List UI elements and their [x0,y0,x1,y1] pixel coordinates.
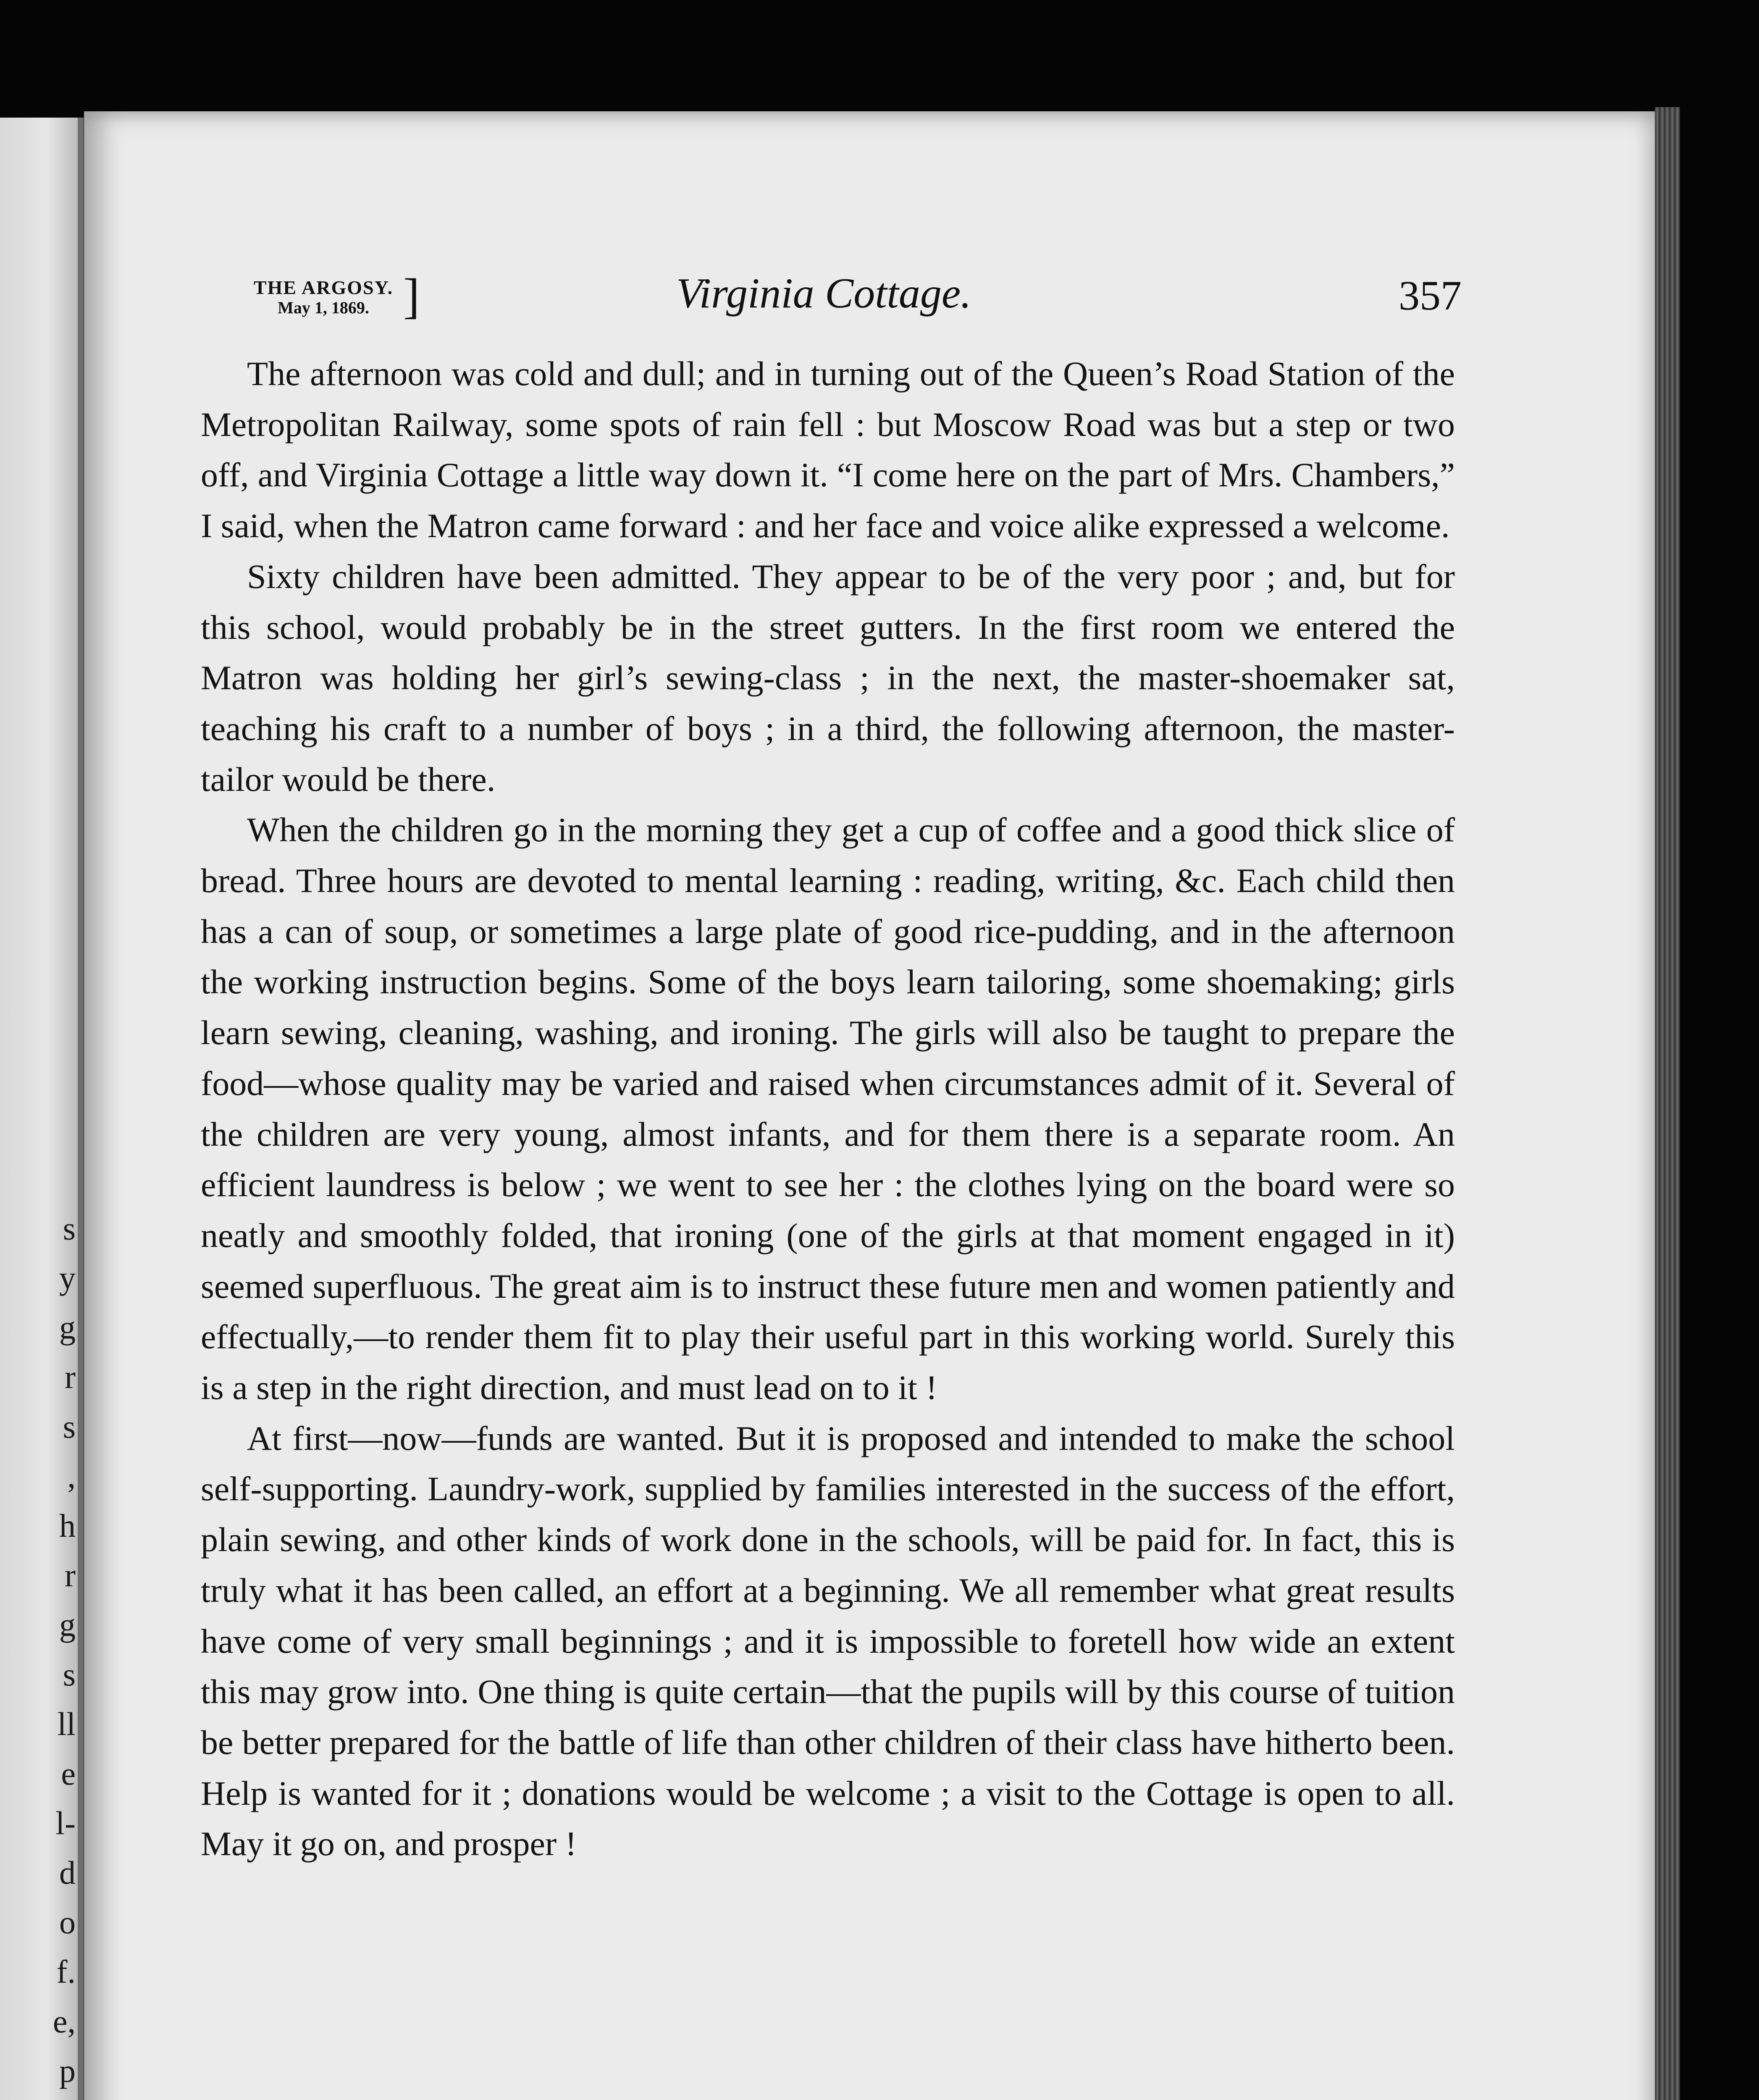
left-page-fragment: o [59,1904,76,1940]
left-page-fragment: e, [53,2003,76,2040]
running-head [235,268,1462,336]
left-page-fragment: r [65,1557,76,1593]
left-page-fragment: h [59,1507,76,1544]
left-page-fragment: s [63,1408,76,1445]
left-page-fragment: f. [56,1953,76,1990]
page-title: Virginia Cottage. [676,270,971,317]
left-page-fragment: g [59,1309,76,1346]
page-number: 357 [1399,272,1462,319]
left-page-fragment: p [59,2053,76,2089]
left-page-fragment: r [65,1359,76,1395]
paragraph: Sixty children have been admitted. They appear to be of the very poor ; and, but for this school, would probably be in the street gutters. In the first room we entered the Matron was holding her girl’s sewing-class ; in the next, the master-shoemaker sat, teaching his craft to a number of boys ; in a third, the following afternoon, the master-tailor would be there. [201,557,1455,798]
journal-name: THE ARGOSY. [253,277,394,298]
page-stack-edge [1655,107,1680,2100]
left-page-fragment: e [61,1755,76,1792]
paragraph: When the children go in the morning they get a cup of coffee and a good thick slice of bread. Three hours are devoted to mental learning : reading, writing, &c. Each child then has a can of soup, or sometimes a large plate of good rice-pudding, and in the afternoon the working instruction begins. Some of the boys learn tailoring, some shoemaking; girls learn sewing, cleaning, washing, and ironing. The girls will also be taught to prepare the food—whose quality may be varied and raised when circumstances admit of it. Several of the children are very young, almost infants, and for them there is a separate room. An efficient laundress is below ; we went to see her : the clothes lying on the board were so neatly and smoothly folded, that ironing (one of the girls at that moment engaged in it) seemed superfluous. The great aim is to instruct these future men and women patiently and effectually,—to render them fit to play their useful part in this working world. Surely this is a step in the right direction, and must lead on to it ! [201,811,1455,1407]
left-page-fragment: y [59,1260,76,1296]
paragraph: The afternoon was cold and dull; and in turning out of the Queen’s Road Station of the Metropolitan Railway, some spots of rain fell : but Moscow Road was but a step or two off, and Virginia Cottage a little way down it. “I come here on the part of Mrs. Chambers,” I said, when the Matron came forward : and her face and voice alike expressed a welcome. [201,354,1455,545]
left-page-fragment: ll [57,1706,76,1742]
left-page-edge [0,118,84,2100]
journal-bracket: ] [403,268,420,323]
left-page-fragment: s [63,1656,76,1693]
left-page-fragment: l- [55,1805,76,1841]
left-page-fragment: s [63,1210,76,1247]
left-page-fragment: g [59,1606,76,1643]
paragraph: At first—now—funds are wanted. But it is proposed and intended to make the school self-supporting. Laundry-work, supplied by families interested in the success of the effort, plain sewing, and other kinds of work done in the schools, will be paid for. In fact, this is truly what it has been called, an effort at a beginning. We all remember what great results have come of very small beginnings ; and it is impossible to foretell how wide an extent this may grow into. One thing is quite certain—that the pupils will by this course of tuition be better prepared for the battle of life than other children of their class have hitherto been. Help is wanted for it ; donations would be welcome ; a visit to the Cottage is open to all. May it go on, and prosper ! [201,1419,1455,1863]
left-page-fragment: , [67,1458,76,1494]
journal-mark [235,277,412,317]
journal-date: May 1, 1869. [278,298,369,317]
left-page-fragment: d [59,1854,76,1891]
article-body [201,349,1455,1869]
